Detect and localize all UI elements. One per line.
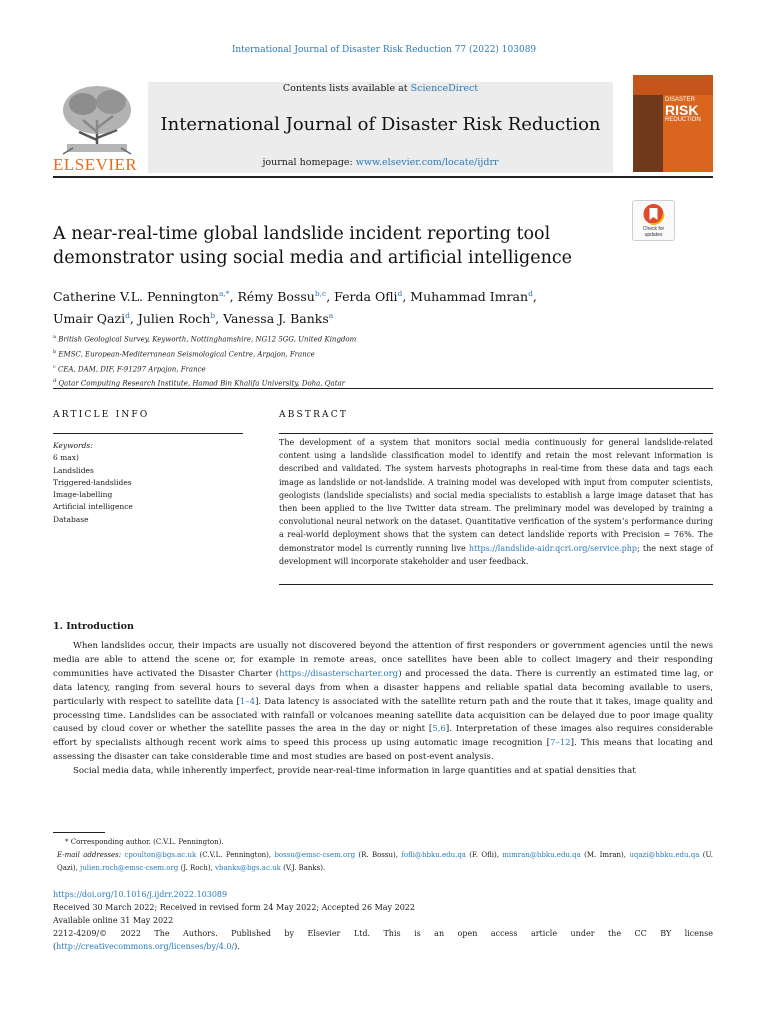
- keyword: Database: [53, 514, 89, 524]
- abstract-body: The development of a system that monitors social media continuously for general landslide-related content using a landslide classification model to identify and retain the most relevant information is described and validated. The system harvests photographs in real-time from these data and tags each image as landslide or not-landslide. A training model was developed with input from computer scientists, geologists (landslide specialists) and social media specialists to establish a large image dataset that has then been applied to the live Twitter data stream. The preliminary model was developed by training a convolutional neural network on the dataset. Quantitative verification of the system’s performance during a real-world deployment shows that the system can detect landslide reports with Precision = 76%. The demonstrator model is currently running live: [279, 438, 713, 553]
- abstract-heading: ABSTRACT: [279, 410, 349, 420]
- citation-link[interactable]: 1–4: [239, 696, 256, 707]
- publication-info: [53, 888, 713, 953]
- keyword: 6 max): [53, 453, 79, 463]
- cover-photo: [633, 95, 663, 172]
- license-text: 2212-4209/© 2022 The Authors. Published by Elsevier Ltd. This is an open access article under the CC BY license: [53, 929, 713, 938]
- keyword: Image-labelling: [53, 490, 113, 500]
- cover-line1: DISASTER: [665, 97, 696, 103]
- email-link[interactable]: fofli@hbku.edu.qa: [401, 851, 466, 859]
- header-rule: [53, 176, 713, 178]
- journal-title: International Journal of Disaster Risk Reduction: [160, 114, 601, 135]
- author-affiliation-mark[interactable]: a,*: [218, 289, 230, 298]
- sciencedirect-link[interactable]: ScienceDirect: [410, 83, 479, 94]
- article-info-heading: ARTICLE INFO: [53, 410, 150, 420]
- available-online: Available online 31 May 2022: [53, 916, 174, 925]
- author-affiliation-mark[interactable]: b: [210, 311, 216, 321]
- author-name[interactable]: Julien Roch: [137, 311, 211, 327]
- affiliation: $^c$ CEA, DAM, DIF, F-91297 Arpajon, France: [53, 363, 206, 373]
- article-info-rule: [53, 433, 243, 434]
- email-link[interactable]: uqazi@hbku.edu.qa: [629, 851, 700, 859]
- keyword: Artificial intelligence: [53, 502, 133, 512]
- title-rule: [53, 388, 713, 389]
- elsevier-tree-logo: [53, 82, 141, 156]
- homepage-prefix: journal homepage:: [262, 157, 356, 168]
- journal-reference[interactable]: International Journal of Disaster Risk Reduction 77 (2022) 103089: [231, 45, 537, 55]
- cover-line2: RISK: [665, 102, 699, 118]
- introduction-body: [53, 640, 713, 779]
- license-link[interactable]: http://creativecommons.org/licenses/by/4.0/: [56, 942, 235, 951]
- author-affiliation-mark[interactable]: a: [328, 311, 334, 321]
- author-name[interactable]: Vanessa J. Banks: [223, 311, 329, 327]
- publisher-name: ELSEVIER: [53, 155, 138, 174]
- email-link[interactable]: vbanks@bgs.ac.uk: [215, 864, 281, 872]
- citation-link[interactable]: 5,6: [432, 724, 446, 735]
- affiliation-list: [53, 331, 553, 390]
- author-affiliation-mark[interactable]: d: [397, 289, 403, 298]
- received-dates: Received 30 March 2022; Received in revised form 24 May 2022; Accepted 26 May 2022: [53, 903, 415, 912]
- disaster-charter-link[interactable]: https://disasterscharter.org: [279, 668, 399, 679]
- cover-header: [633, 75, 713, 95]
- cover-line3: REDUCTION: [665, 117, 701, 123]
- license-line2: (http://creativecommons.org/licenses/by/4.0/).: [53, 942, 240, 951]
- email-link[interactable]: mimran@hbku.edu.qa: [502, 851, 581, 859]
- citation-link[interactable]: 7–12: [549, 738, 571, 749]
- keywords-block: [53, 440, 243, 526]
- email-link[interactable]: julien.roch@emsc-csem.org: [80, 864, 179, 872]
- check-for-updates-button[interactable]: [632, 200, 675, 241]
- abstract-bottom-rule: [279, 584, 713, 585]
- journal-cover[interactable]: [633, 75, 713, 172]
- corresponding-author-note: * Corresponding author. (C.V.L. Pennington).: [65, 838, 224, 846]
- author-name[interactable]: Catherine V.L. Pennington: [53, 289, 219, 305]
- email-addresses: E-mail addresses: cpoulton@bgs.ac.uk (C.V.L. Pennington), bossu@emsc-csem.org (R. Bossu), fofli@hbku.edu.qa (F. Ofli), mimran@hbku.edu.qa (M. Imran), uqazi@hbku.edu.qa (U. Qazi), julien.roch@emsc-csem.org (J. Roch), vbanks@bgs.ac.uk (V.J. Banks).: [57, 851, 713, 872]
- contents-prefix: Contents lists available at: [282, 83, 411, 94]
- email-link[interactable]: bossu@emsc-csem.org: [274, 851, 356, 859]
- author-affiliation-mark[interactable]: b,c: [314, 289, 327, 298]
- doi-link[interactable]: https://doi.org/10.1016/j.ijdrr.2022.103089: [53, 890, 228, 899]
- author-name[interactable]: Muhammad Imran: [410, 289, 529, 305]
- affiliation: $^a$ British Geological Survey, Keyworth, Nottinghamshire, NG12 5GG, United Kingdom: [53, 334, 357, 344]
- footnote-rule: [53, 832, 105, 833]
- paragraph: When landslides occur, their impacts are usually not discovered beyond the attention of first responders or government agencies until the news media are able to attend the scene or, for example in remote areas, once satellites have been able to collect imagery and their responding communities have activated the Disaster Charter (https://disasterscharter.org) and processed the data. There is currently an estimated time lag, or data latency, ranging from several hours to several days from when a disaster happens and reliable spatial data becoming available to users, particularly with respect to satellite data [1–4]. Data latency is associated with the satellite return path and the route that it takes, image quality and processing time. Landslides can be associated with rainfall or volcanoes meaning satellite data acquisition can be delayed due to poor image quality caused by cloud cover or whether the satellite passes the area in the day or night [5,6]. Interpretation of these images also requires considerable effort by specialists although recent work aims to speed this process up using automatic image recognition [7–12]. This means that locating and assessing the disaster can take considerable time and most studies are based on post-event analysis.: [53, 641, 714, 763]
- abstract-text: [279, 436, 713, 568]
- author-affiliation-mark[interactable]: d: [528, 289, 533, 298]
- author-name[interactable]: Rémy Bossu: [237, 289, 315, 305]
- bookmark-icon: [633, 201, 674, 227]
- author-affiliation-mark[interactable]: d: [125, 311, 130, 321]
- affiliation: $^b$ EMSC, European-Mediterranean Seismological Centre, Arpajon, France: [53, 348, 315, 359]
- introduction-heading: 1. Introduction: [53, 621, 134, 632]
- author-name[interactable]: Umair Qazi: [53, 311, 126, 327]
- footnotes: [53, 836, 713, 875]
- keyword: Triggered-landslides: [53, 477, 132, 487]
- journal-homepage: [148, 157, 613, 168]
- contents-line: [148, 83, 613, 94]
- abstract-service-link[interactable]: https://landslide-aidr.qcri.org/service.php: [468, 543, 637, 553]
- abstract-end: ; the next stage of development will incorporate stakeholder and user feedback.: [279, 543, 713, 566]
- keywords-label: Keywords:: [53, 441, 93, 450]
- abstract-rule: [279, 433, 713, 434]
- keyword: Landslides: [53, 465, 94, 475]
- homepage-link[interactable]: www.elsevier.com/locate/ijdrr: [355, 157, 499, 168]
- article-title: A near-real-time global landslide incident reporting tool demonstrator using social media and artificial intelligence: [53, 224, 573, 268]
- email-link[interactable]: cpoulton@bgs.ac.uk: [124, 851, 197, 859]
- author-name[interactable]: Ferda Ofli: [334, 289, 398, 305]
- paragraph: Social media data, while inherently imperfect, provide near-real-time information in large quantities and at spatial densities that: [73, 766, 636, 777]
- affiliation: $^d$ Qatar Computing Research Institute, Hamad Bin Khalifa University, Doha, Qatar: [53, 378, 346, 388]
- author-list: Catherine V.L. Pennington$^{a,*}$, Rémy Bossu$^{b,c}$, Ferda Ofli$^d$, Muhammad Imran$^d$, Umair Qazi$^d$, Julien Roch$^b$, Vanessa J. Banks$^a$: [53, 289, 537, 327]
- check-for-updates-label: Check for updates: [642, 226, 665, 238]
- email-label: E-mail addresses:: [57, 851, 122, 859]
